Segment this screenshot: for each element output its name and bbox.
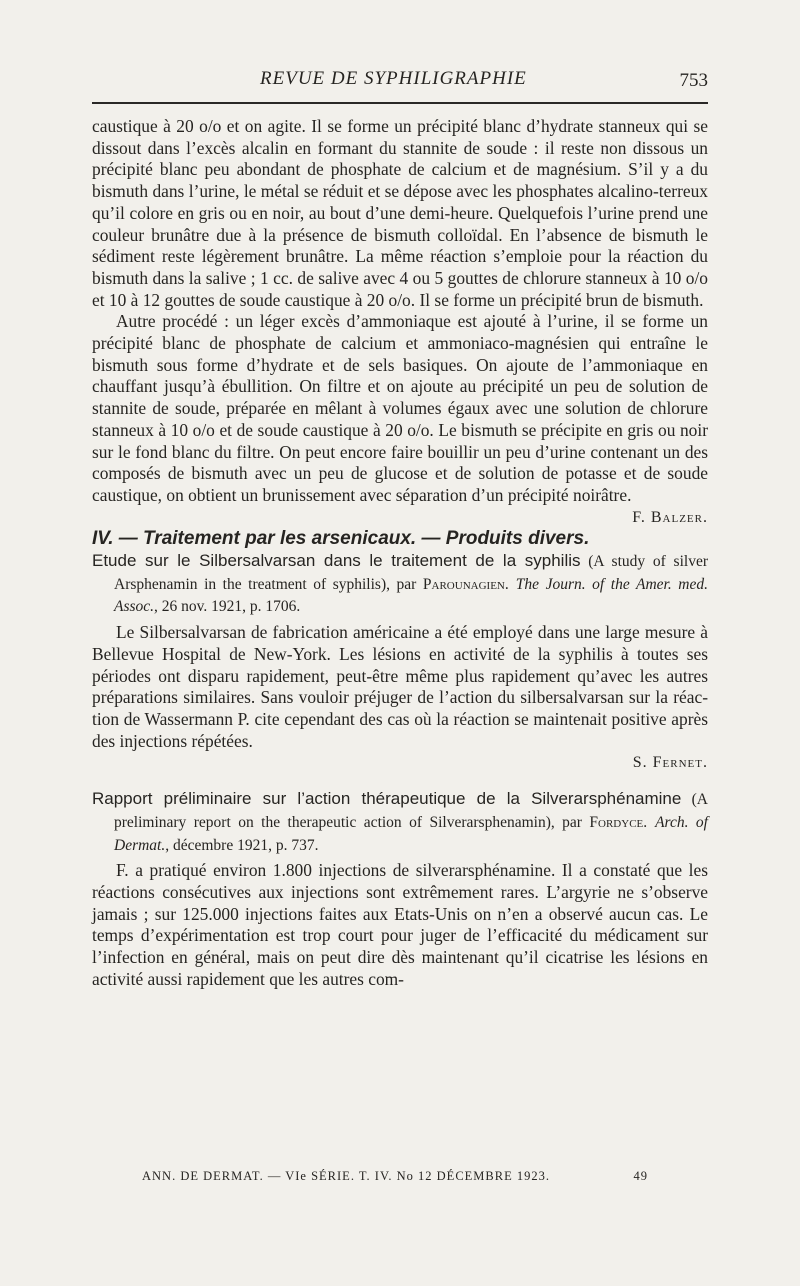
article2-ref-tail: , décembre 1921, p. 737.	[165, 836, 319, 854]
intro-paragraph: caustique à 20 o/o et on agite. Il se forme un précipité blanc d’hydrate stanneux qui se dissout dans l’excès alcalin en formant du stannite de soude : il reste non dissous un précipité blanc peu abondant de phosphate de calcium et de magnésium. S’il y a du bismuth dans l’urine, le métal se réduit et se dépose avec les phosphates alcalino-terreux qu’il colore en gris ou en noir, au bout d’une demi-heure. Quelquefois l’urine prend une couleur brunâtre due à la présence de bismuth colloïdal. En l’absence de bismuth le sédiment reste légèrement brunâtre. La même réaction s’emploie pour la réaction du bismuth dans la salive ; 1 cc. de salive avec 4 ou 5 gouttes de chlorure stanneux à 10 o/o et 10 à 12 gouttes de soude caustique à 20 o/o. Il se forme un précipité brun de bismuth.	[92, 116, 708, 310]
article2-author: Fordyce.	[589, 813, 648, 831]
running-header	[92, 66, 708, 96]
page-footer	[142, 1169, 648, 1184]
intro-signature	[92, 507, 708, 529]
article1-author: Parounagien.	[422, 575, 509, 593]
article2-ref: (A preliminary report on the therapeutic action of Silverarsphenamin), par	[114, 791, 708, 831]
footer-text: ANN. DE DERMAT. — VIe SÉRIE. T. IV. No 12 DÉCEMBRE 1923.	[142, 1169, 550, 1183]
section-heading: IV. — Traitement par les arsenicaux. — Produits divers.	[92, 528, 590, 550]
article1-signature	[92, 752, 708, 774]
article1-ref: (A study of silver Arsphenamin in the treatment of syphilis), par	[114, 553, 708, 593]
article2-journal: Arch. of Dermat.	[114, 813, 708, 854]
article1-heading	[92, 550, 708, 618]
running-title: REVUE DE SYPHILIGRAPHIE	[260, 68, 527, 89]
article1-title: Etude sur le Silbersalvarsan dans le traitement de la syphilis	[92, 551, 581, 571]
article2-title: Rapport préliminaire sur l’action thérapeutique de la Silverarsphénamine	[92, 789, 682, 809]
signature-text: S. Fernet.	[632, 754, 708, 772]
page-body	[92, 116, 708, 990]
signature-number: 49	[633, 1169, 648, 1183]
signature-text: F. Balzer.	[632, 508, 708, 526]
article1-journal: The Journ. of the Amer. med. Assoc.	[114, 575, 708, 616]
header-rule	[92, 102, 708, 104]
page-number: 753	[679, 70, 708, 91]
article2-body: F. a pratiqué environ 1.800 injections de silverarsphénamine. Il a constaté que les réactions consécutives aux injections sont extrêmement rares. L’argyrie ne s’observe jamais ; sur 125.000 injections faites aux Etats-Unis on n’en a observé aucun cas. Le temps d’expérimentation est trop court pour juger de l’efficacité du médicament sur l’infection en général, mais on peut dire dès maintenant qu’il cicatrise les lésions en activité aussi rapidement que les autres com-	[92, 860, 708, 989]
article1-ref-tail: , 26 nov. 1921, p. 1706.	[154, 598, 301, 616]
article1-body: Le Silbersalvarsan de fabrication américaine a été employé dans une large mesure à Bellevue Hospital de New-York. Les lésions en activité de la syphilis à toutes ses périodes ont disparu rapidement, peut-être même plus rapidement qu’avec les autres préparations similaires. Sans vouloir préjuger de l’action du silbersalvarsan sur la réaction de Wassermann P. cite cependant des cas où la réaction se maintenait positive après des injections répétées.	[92, 622, 708, 751]
article2-heading	[92, 788, 708, 856]
intro-paragraph-2: Autre procédé : un léger excès d’ammoniaque est ajouté à l’urine, il se forme un précipité blanc de phosphate de calcium et ammoniaco-magnésien qui entraîne le bismuth sous forme d’hydrate et de sels basiques. On ajoute de l’ammoniaque en chauffant jusqu’à ébullition. On filtre et on ajoute au précipité un peu de solution de stannite de soude, préparée en mêlant à volumes égaux avec une solution de chlorure stanneux à 10 o/o et de soude caustique à 20 o/o. Le bismuth se précipite en gris ou noir sur le fond blanc du filtre. On peut encore faire bouillir un peu d’urine contenant un des composés de bismuth avec un peu de glucose et de solution de potasse et de soude caustique, on obtient un brunissement avec séparation d’un précipité noirâtre.	[92, 311, 708, 505]
